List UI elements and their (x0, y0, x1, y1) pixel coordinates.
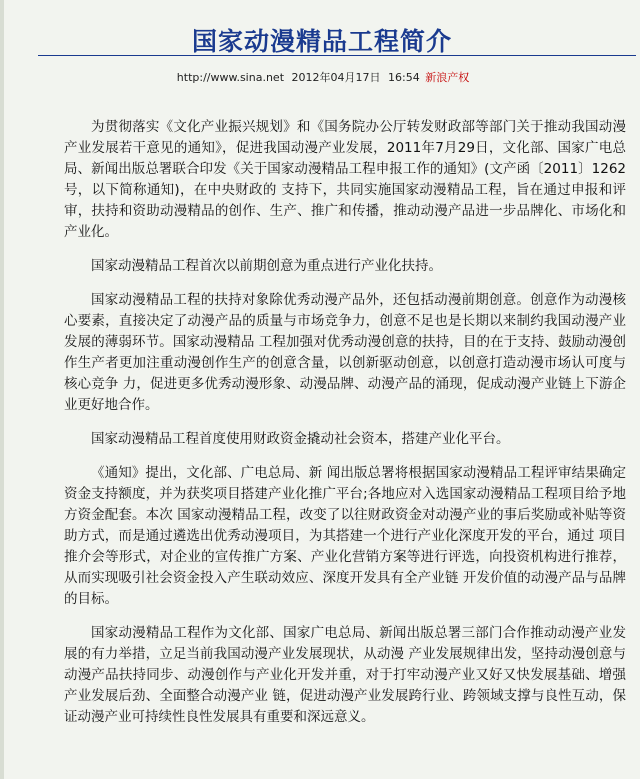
article-meta (4, 69, 640, 85)
paragraph: 《通知》提出，文化部、广电总局、新 闻出版总署将根据国家动漫精品工程评审结果确定资金支持额度，并为获奖项目搭建产业化推广平台;各地应对入选国家动漫精品工程项目给予地方资金配套。本次 国家动漫精品工程，改变了以往财政资金对动漫产业的事后奖励或补贴等资助方式，而是通过遴选出优秀动漫项目，为其搭建一个进行产业化深度开发的平台，通过 项目推介会等形式，对企业的宣传推广方案、产业化营销方案等进行评选，向投资机构进行推荐，从而实现吸引社会资金投入产生联动效应、深度开发具有全产业链 开发价值的动漫产品与品牌的目标。 (64, 465, 626, 607)
article-title: 国家动漫精品工程简介 (191, 27, 452, 56)
title-divider (38, 55, 636, 56)
paragraph: 国家动漫精品工程首度使用财政资金撬动社会资本，搭建产业化平台。 (91, 431, 510, 447)
article-body (64, 117, 626, 741)
paragraph: 国家动漫精品工程首次以前期创意为重点进行产业化扶持。 (91, 258, 442, 274)
paragraph: 国家动漫精品工程的扶持对象除优秀动漫产品外，还包括动漫前期创意。创意作为动漫核心要素，直接决定了动漫产品的质量与市场竞争力，创意不足也是长期以来制约我国动漫产业发展的薄弱环节。国家动漫精品 工程加强对优秀动漫创意的扶持，目的在于支持、鼓励动漫创作生产者更加注重动漫创作生产的创意含量，以创新驱动创意，以创意打造动漫市场认可度与核心竞争 力，促进更多优秀动漫形象、动漫品牌、动漫产品的涌现，促成动漫产业链上下游企业更好地合作。 (64, 292, 626, 413)
source-url: http://www.sina.net (176, 71, 285, 84)
source-link[interactable]: 新浪产权 (425, 71, 470, 84)
publish-time: 16:54 (388, 71, 420, 84)
paragraph: 为贯彻落实《文化产业振兴规划》和《国务院办公厅转发财政部等部门关于推动我国动漫产业发展若干意见的通知》，促进我国动漫产业发展，2011年7月29日，文化部、国家广电总局、新闻出版总署联合印发《关于国家动漫精品工程申报工作的通知》(文产函〔2011〕1262号，以下简称通知)，在中央财政的 支持下，共同实施国家动漫精品工程，旨在通过申报和评审，扶持和资助动漫精品的创作、生产、推广和传播，推动动漫产品进一步品牌化、市场化和产业化。 (64, 119, 626, 240)
publish-date: 2012年04月17日 (291, 71, 381, 84)
paragraph: 国家动漫精品工程作为文化部、国家广电总局、新闻出版总署三部门合作推动动漫产业发展的有力举措，立足当前我国动漫产业发展现状，从动漫 产业发展规律出发，坚持动漫创意与动漫产品扶持同步、动漫创作与产业化开发并重，对于打牢动漫产业又好又快发展基础、增强产业发展后劲、全面整合动漫产业 链，促进动漫产业发展跨行业、跨领域支撑与良性互动，保证动漫产业可持续性良性发展具有重要和深远意义。 (64, 625, 626, 725)
